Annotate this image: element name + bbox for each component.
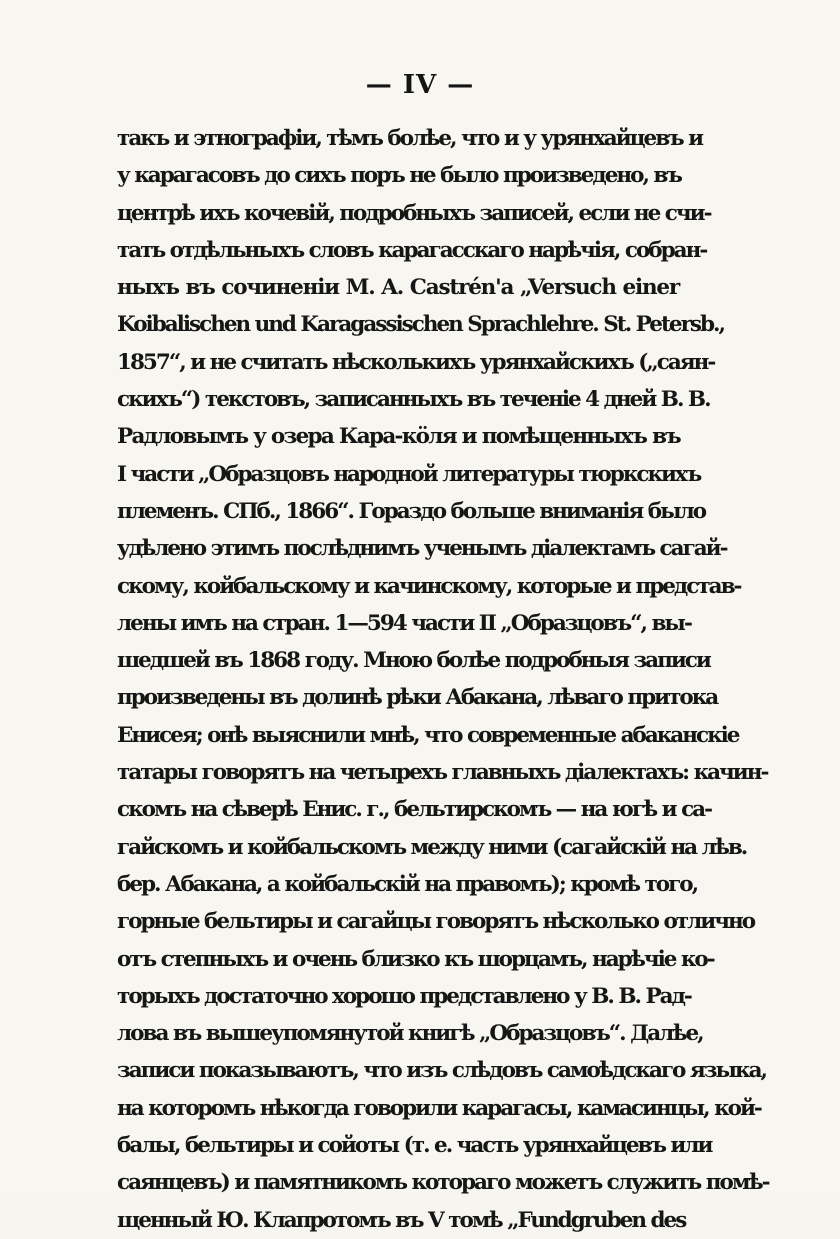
text-line: щенный Ю. Клапротомъ въ V томѣ „Fundgruben des	[117, 1207, 686, 1233]
text-line: скому, койбальскому и качинскому, которые и представ-	[117, 573, 741, 599]
text-line: тать отдѣльныхъ словъ карагасскаго нарѣчія, собран-	[117, 237, 707, 263]
text-line: скихъ“) текстовъ, записанныхъ въ теченіе 4 дней В. В.	[117, 387, 710, 413]
text-line: 1857“, и не считать нѣсколькихъ урянхайскихъ („саян-	[117, 349, 715, 375]
text-line: I части „Образцовъ народной литературы тюркскихъ	[117, 461, 701, 487]
text-line: балы, бельтиры и сойоты (т. е. часть урянхайцевъ или	[117, 1133, 712, 1159]
text-line: саянцевъ) и памятникомъ котораго можетъ служить помѣ-	[117, 1170, 769, 1196]
text-line: такъ и этнографіи, тѣмъ болѣе, что и у урянхайцевъ и	[117, 126, 703, 151]
text-line: шедшей въ 1868 году. Мною болѣе подробныя записи	[117, 648, 710, 674]
text-line: горные бельтиры и сагайцы говорятъ нѣсколько отлично	[117, 909, 755, 935]
text-line: торыхъ достаточно хорошо представлено у В. В. Рад-	[117, 983, 691, 1009]
text-line: скомъ на сѣверѣ Енис. г., бельтирскомъ — на югѣ и са-	[117, 797, 712, 823]
text-line: Радловымъ у озера Кара-кӧля и помѣщенныхъ въ	[117, 424, 680, 450]
text-line: Koibalischen und Karagassischen Sprachlehre. St. Petersb.,	[117, 312, 725, 338]
text-line: удѣлено этимъ послѣднимъ ученымъ діалектамъ сагай-	[117, 536, 727, 562]
text-line: произведены въ долинѣ рѣки Абакана, лѣваго притока	[117, 685, 718, 711]
text-line: записи показываютъ, что изъ слѣдовъ самоѣдскаго языка,	[117, 1058, 766, 1084]
page-number: — IV —	[365, 70, 475, 100]
text-line: бер. Абакана, а койбальскій на правомъ); кромѣ того,	[117, 871, 698, 897]
text-line: отъ степныхъ и очень близко къ шорцамъ, нарѣчіе ко-	[117, 946, 714, 972]
text-line: центрѣ ихъ кочевій, подробныхъ записей, если не счи-	[117, 200, 711, 226]
text-line: Енисея; онѣ выяснили мнѣ, что современные абаканскіе	[117, 722, 739, 748]
text-line: на которомъ нѣкогда говорили карагасы, камасинцы, кой-	[117, 1095, 761, 1121]
text-line: племенъ. СПб., 1866“. Гораздо больше вниманія было	[117, 498, 706, 524]
text-line: лова въ вышеупомянутой книгѣ „Образцовъ“. Далѣе,	[117, 1021, 703, 1047]
text-line: у карагасовъ до сихъ поръ не было произведено, въ	[117, 163, 681, 189]
text-line: ныхъ въ сочиненіи M. A. Castrén'a „Versuch einer	[117, 275, 679, 301]
text-line: татары говорятъ на четырехъ главныхъ діалектахъ: качин-	[117, 760, 768, 786]
text-line: лены имъ на стран. 1—594 части II „Образцовъ“, вы-	[117, 610, 691, 636]
body-text	[117, 120, 769, 1239]
text-line: гайскомъ и койбальскомъ между ними (сагайскій на лѣв.	[117, 834, 747, 860]
